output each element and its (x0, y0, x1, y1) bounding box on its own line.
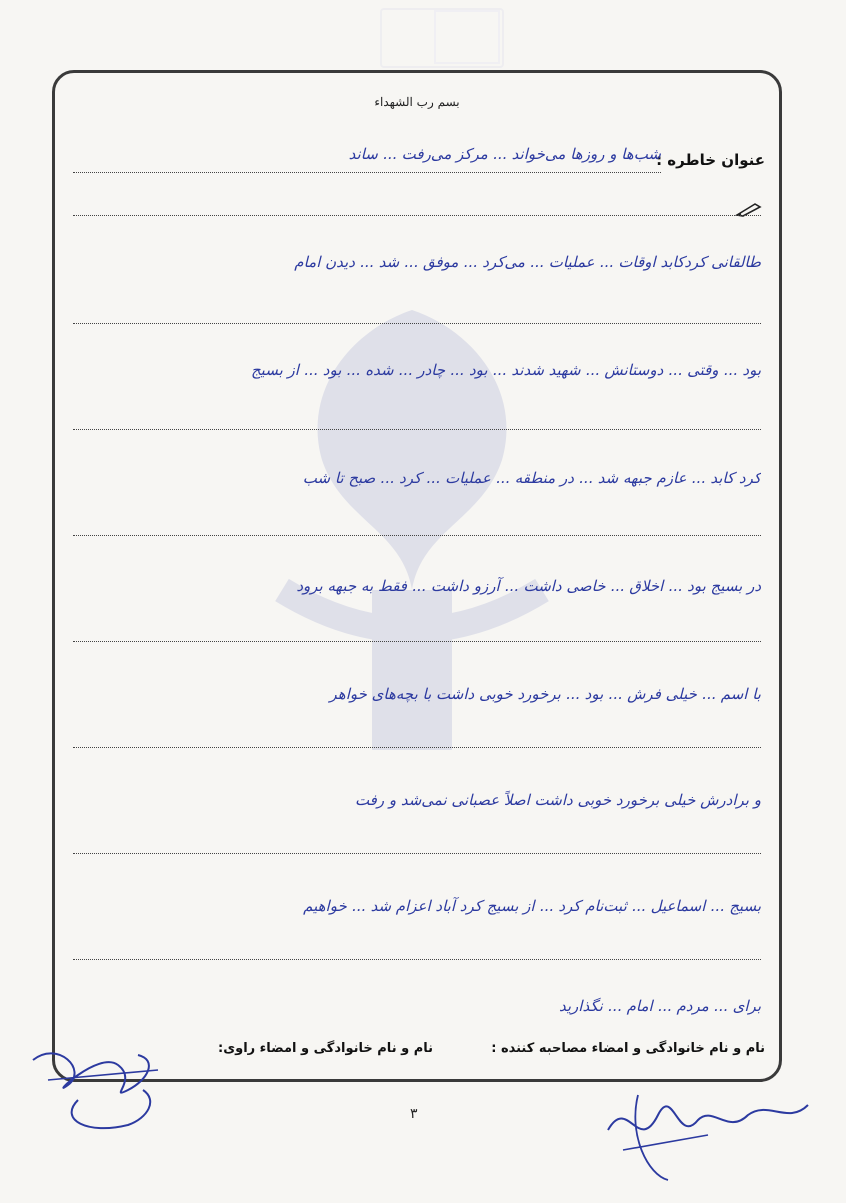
interviewer-signature-label: نام و نام خانوادگی و امضاء مصاحبه کننده : (491, 1041, 765, 1056)
memoir-line: برای ... مردم ... امام ... نگذارید (558, 997, 761, 1015)
ruled-line (73, 641, 761, 642)
narrator-signature-icon (28, 1030, 168, 1140)
memoir-line: کرد کابد ... عازم جبهه شد ... در منطقه ... عملیات ... کرد ... صبح تا شب (302, 469, 761, 487)
ruled-line (73, 959, 761, 960)
memoir-line: با اسم ... خیلی فرش ... بود ... برخورد خوبی داشت با بچه‌های خواهر (329, 685, 761, 703)
page-number: ۳ (410, 1106, 418, 1122)
memoir-line: در بسیج بود ... اخلاق ... خاصی داشت ... آرزو داشت ... فقط به جبهه برود (296, 577, 761, 595)
memoir-line: بود ... وقتی ... دوستانش ... شهید شدند ... بود ... چادر ... شده ... بود ... از بسیج (250, 361, 761, 379)
faded-stamp (380, 8, 504, 68)
memoir-line: بسیج ... اسماعیل ... ثبت‌نام کرد ... از بسیج کرد آباد اعزام شد ... خواهیم (303, 897, 761, 915)
ruled-line (73, 429, 761, 430)
memoir-title-handwriting: شب‌ها و روز‌ها می‌خواند ... مرکز می‌رفت ... ساند (348, 145, 661, 163)
ruled-line (73, 215, 761, 216)
ruled-line (73, 853, 761, 854)
memoir-line: و برادرش خیلی برخورد خوبی داشت اصلاً عصبانی نمی‌شد و رفت (354, 791, 761, 809)
ruled-line (73, 747, 761, 748)
memoir-form (52, 70, 782, 1082)
narrator-signature-label: نام و نام خانوادگی و امضاء راوی: (218, 1041, 433, 1056)
memoir-line: طالقانی کردکابد اوقات ... عملیات ... می‌کرد ... موفق ... شد ... دیدن امام (294, 253, 761, 271)
ruled-line (73, 323, 761, 324)
basmala-header: بسم رب الشهداء (374, 95, 460, 109)
bottom-right-signature-icon (598, 1075, 818, 1185)
title-dotted-line (73, 172, 661, 173)
ruled-line (73, 535, 761, 536)
title-label: عنوان خاطره : (656, 151, 765, 169)
